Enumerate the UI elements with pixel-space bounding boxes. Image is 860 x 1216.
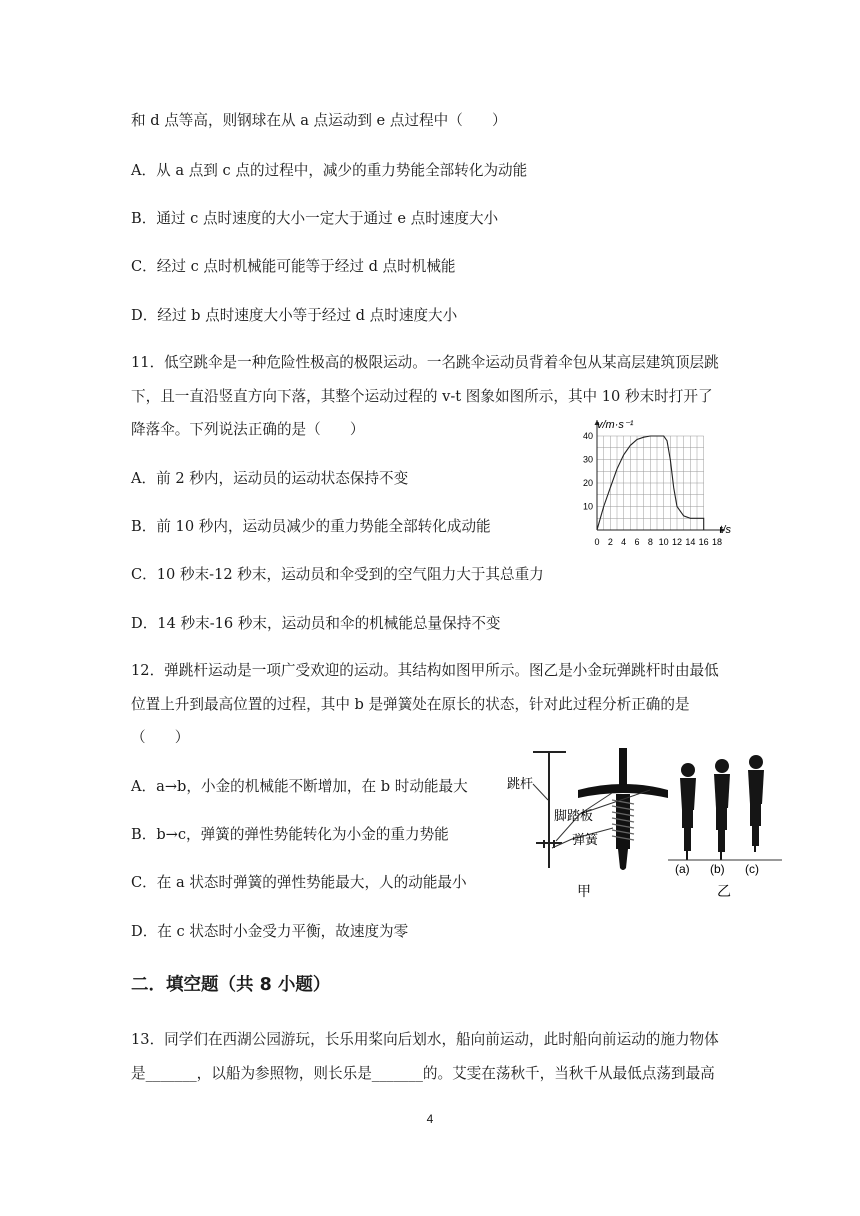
- q12-option-a: A．a→b，小金的机械能不断增加，在 b 时动能最大: [131, 778, 468, 795]
- x-tick-label: 12: [671, 537, 683, 547]
- q11-option-c: C．10 秒末-12 秒末，运动员和伞受到的空气阻力大于其总重力: [131, 566, 544, 583]
- jumper-b: [714, 759, 730, 860]
- jumper-c: [748, 755, 764, 852]
- x-tick-label: 14: [685, 537, 696, 547]
- x-tick-label: 8: [647, 537, 653, 547]
- caption-yi: 乙: [717, 884, 731, 900]
- y-tick-label: 20: [582, 478, 593, 488]
- chart-grid: [597, 436, 704, 530]
- q12-option-b: B．b→c，弹簧的弹性势能转化为小金的重力势能: [131, 826, 449, 843]
- y-tick-label: 40: [582, 431, 593, 441]
- x-tick-label: 0: [594, 537, 600, 547]
- q11-option-b: B．前 10 秒内，运动员减少的重力势能全部转化成动能: [131, 518, 491, 535]
- q11-stem-line-2: 下，且一直沿竖直方向下落，其整个运动过程的 v-t 图象如图所示，其中 10 秒末时打开了: [131, 388, 713, 405]
- q10-option-d: D．经过 b 点时速度大小等于经过 d 点时速度大小: [131, 307, 458, 324]
- state-label-b: (b): [710, 862, 725, 876]
- page-number: 4: [426, 1112, 434, 1126]
- q10-option-a: A．从 a 点到 c 点的过程中，减少的重力势能全部转化为动能: [131, 162, 528, 179]
- y-tick-label: 10: [582, 501, 593, 512]
- q11-option-a: A．前 2 秒内，运动员的运动状态保持不变: [131, 470, 409, 487]
- x-tick-label: 16: [698, 537, 709, 547]
- q12-stem-line-2: 位置上升到最高位置的过程，其中 b 是弹簧处在原长的状态，针对此过程分析正确的是: [131, 696, 690, 713]
- q12-option-c: C．在 a 状态时弹簧的弹性势能最大，人的动能最小: [131, 874, 467, 891]
- x-tick-label: 18: [711, 537, 723, 547]
- q11-stem-line-1: 11．低空跳伞是一种危险性极高的极限运动。一名跳伞运动员背着伞包从某高层建筑顶层跳: [131, 354, 719, 371]
- label-pedal: 脚踏板: [554, 809, 594, 824]
- state-label-a: (a): [675, 862, 690, 876]
- x-axis-label: t/s: [719, 524, 731, 536]
- label-spring: 弹簧: [572, 833, 599, 848]
- q11-stem-line-3: 降落伞。下列说法正确的是（ ）: [131, 421, 365, 438]
- q11-option-d: D．14 秒末-16 秒末，运动员和伞的机械能总量保持不变: [131, 615, 501, 632]
- y-axis-label: v/m·s⁻¹: [597, 419, 634, 431]
- jumper-figures: [680, 755, 764, 860]
- q13-stem-line-1: 13．同学们在西湖公园游玩，长乐用桨向后划水，船向前运动，此时船向前运动的施力物体: [131, 1031, 719, 1048]
- vt-chart: [575, 408, 735, 553]
- y-tick-label: 30: [582, 454, 593, 465]
- pogo-stick-figure: [500, 740, 790, 905]
- x-tick-label: 10: [658, 537, 669, 547]
- q12-stem-line-1: 12．弹跳杆运动是一项广受欢迎的运动。其结构如图甲所示。图乙是小金玩弹跳杆时由最低: [131, 662, 719, 679]
- label-pole: 跳杆: [507, 777, 534, 792]
- q10-option-c: C．经过 c 点时机械能可能等于经过 d 点时机械能: [131, 258, 456, 275]
- x-tick-label: 6: [634, 537, 640, 547]
- jumper-a: [680, 763, 696, 860]
- q10-stem-tail: 和 d 点等高，则钢球在从 a 点运动到 e 点过程中（ ）: [131, 112, 507, 129]
- caption-jia: 甲: [577, 884, 591, 900]
- q12-option-d: D．在 c 状态时小金受力平衡，故速度为零: [131, 923, 409, 940]
- x-tick-label: 2: [607, 537, 613, 547]
- q13-stem-line-2: 是_______，以船为参照物，则长乐是_______的。艾雯在荡秋千，当秋千从最低点荡到最高: [131, 1065, 715, 1082]
- state-label-c: (c): [745, 862, 759, 876]
- q12-stem-line-3: （ ）: [131, 729, 190, 746]
- q10-option-b: B．通过 c 点时速度的大小一定大于通过 e 点时速度大小: [131, 210, 499, 227]
- x-tick-label: 4: [621, 537, 627, 547]
- section-heading-fill-in: 二．填空题（共 8 小题）: [131, 975, 331, 995]
